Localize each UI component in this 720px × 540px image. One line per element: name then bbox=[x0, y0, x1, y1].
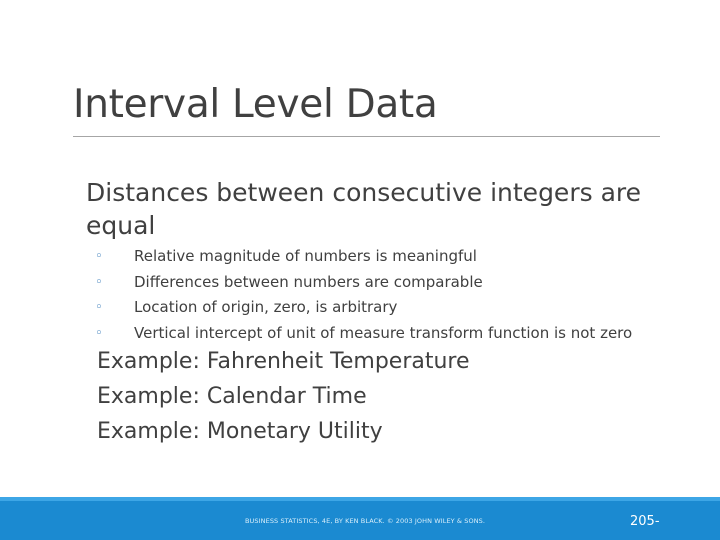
example-line: Example: Calendar Time bbox=[97, 384, 367, 409]
footer-copyright: BUSINESS STATISTICS, 4E, BY KEN BLACK. © 2003 JOHN WILEY & SONS. bbox=[245, 517, 486, 525]
sub-bullet-text: Location of origin, zero, is arbitrary bbox=[134, 298, 398, 316]
main-bullet-text: Distances between consecutive integers are equal bbox=[86, 178, 641, 240]
bullet-icon: ◦ bbox=[95, 325, 103, 341]
example-line: Example: Monetary Utility bbox=[97, 419, 383, 444]
page-number: 205- bbox=[630, 514, 660, 529]
example-list bbox=[97, 346, 657, 451]
list-item bbox=[95, 271, 655, 297]
sub-bullet-text: Differences between numbers are comparable bbox=[134, 272, 483, 291]
sub-bullet-text: Vertical intercept of unit of measure transform function is not zero bbox=[134, 323, 633, 342]
bullet-icon: ◦ bbox=[95, 274, 103, 290]
example-line: Example: Fahrenheit Temperature bbox=[97, 349, 470, 374]
title-divider bbox=[73, 136, 660, 137]
list-item bbox=[95, 245, 655, 271]
list-item bbox=[95, 296, 655, 322]
slide-title: Interval Level Data bbox=[73, 82, 438, 127]
bullet-icon: ◦ bbox=[95, 249, 103, 264]
sub-bullet-text: Relative magnitude of numbers is meaningful bbox=[134, 247, 477, 265]
list-item bbox=[95, 322, 655, 348]
bullet-icon: ◦ bbox=[95, 300, 103, 315]
sub-bullet-list bbox=[95, 245, 655, 347]
